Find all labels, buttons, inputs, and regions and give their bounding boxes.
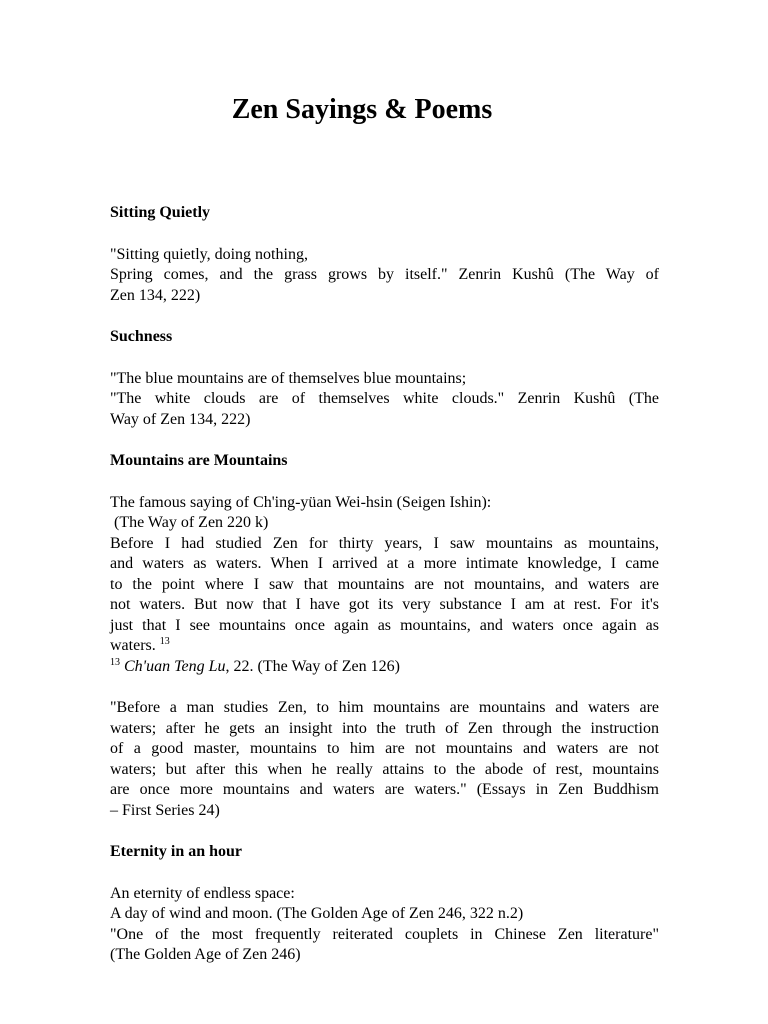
text-line: Zen 134, 222)	[110, 286, 201, 304]
page-title: Zen Sayings & Poems	[231, 94, 493, 125]
text-line: not waters. But now that I have got its very substance I am at rest. For it's	[110, 596, 659, 613]
text-line: to the point where I saw that mountains are not mountains, and waters are	[110, 575, 659, 593]
text-line: A day of wind and moon. (The Golden Age of Zen 246, 322 n.2)	[110, 905, 524, 922]
intro-paragraph	[110, 493, 659, 657]
footnote-line	[110, 657, 659, 678]
section-eternity-in-an-hour	[110, 842, 659, 966]
text-line: waters; after he gets an insight into the truth of Zen through the instruction	[110, 719, 659, 737]
text-line: (The Golden Age of Zen 246)	[110, 946, 301, 963]
text-line: "One of the most frequently reiterated couplets in Chinese Zen literature"	[110, 925, 659, 943]
text-line: (The Way of Zen 220 k)	[110, 514, 269, 531]
text-line: "Sitting quietly, doing nothing,	[110, 245, 308, 263]
poem-paragraph	[110, 369, 659, 431]
text-line: The famous saying of Ch'ing-yüan Wei-hsin (Seigen Ishin):	[110, 493, 492, 511]
section-sitting-quietly	[110, 203, 659, 306]
poem-paragraph	[110, 245, 659, 307]
text-line: waters; but after this when he really attains to the abode of rest, mountains	[110, 760, 659, 778]
footnote	[110, 657, 659, 678]
text-line: "The blue mountains are of themselves blue mountains;	[110, 369, 467, 387]
section-heading: Mountains are Mountains	[110, 452, 288, 469]
text-line: Spring comes, and the grass grows by itself." Zenrin Kushû (The Way of	[110, 266, 659, 283]
text-line: just that I see mountains once again as mountains, and waters once again as	[110, 616, 659, 634]
section-heading: Sitting Quietly	[110, 204, 211, 221]
text-line: of a good master, mountains to him are not mountains and waters are not	[110, 740, 659, 757]
footnote-marker: 13	[159, 636, 170, 647]
section-heading: Suchness	[110, 328, 173, 345]
text-line: and waters as waters. When I arrived at a more intimate knowledge, I came	[110, 555, 659, 572]
section-heading: Eternity in an hour	[110, 843, 243, 860]
text-line: Way of Zen 134, 222)	[110, 410, 251, 428]
section-suchness	[110, 327, 659, 430]
text-line: "Before a man studies Zen, to him mountains are mountains and waters are	[110, 699, 659, 716]
text-line: Before I had studied Zen for thirty years, I saw mountains as mountains,	[110, 534, 659, 552]
section-mountains-are-mountains	[110, 451, 659, 821]
poem-paragraph	[110, 884, 659, 966]
citation-text: , 22. (The Way of Zen 126)	[225, 657, 400, 675]
cited-title: Ch'uan Teng Lu	[124, 657, 226, 675]
text-line: are once more mountains and waters are waters." (Essays in Zen Buddhism	[110, 781, 659, 798]
text-line: An eternity of endless space:	[110, 884, 295, 902]
text-line: – First Series 24)	[110, 801, 220, 819]
text-line: "The white clouds are of themselves white clouds." Zenrin Kushû (The	[110, 390, 659, 407]
footnote-number: 13	[110, 656, 120, 668]
document-body	[110, 203, 659, 987]
text-line	[110, 636, 659, 657]
quote-paragraph	[110, 698, 659, 821]
text-fragment: waters.	[110, 637, 156, 654]
